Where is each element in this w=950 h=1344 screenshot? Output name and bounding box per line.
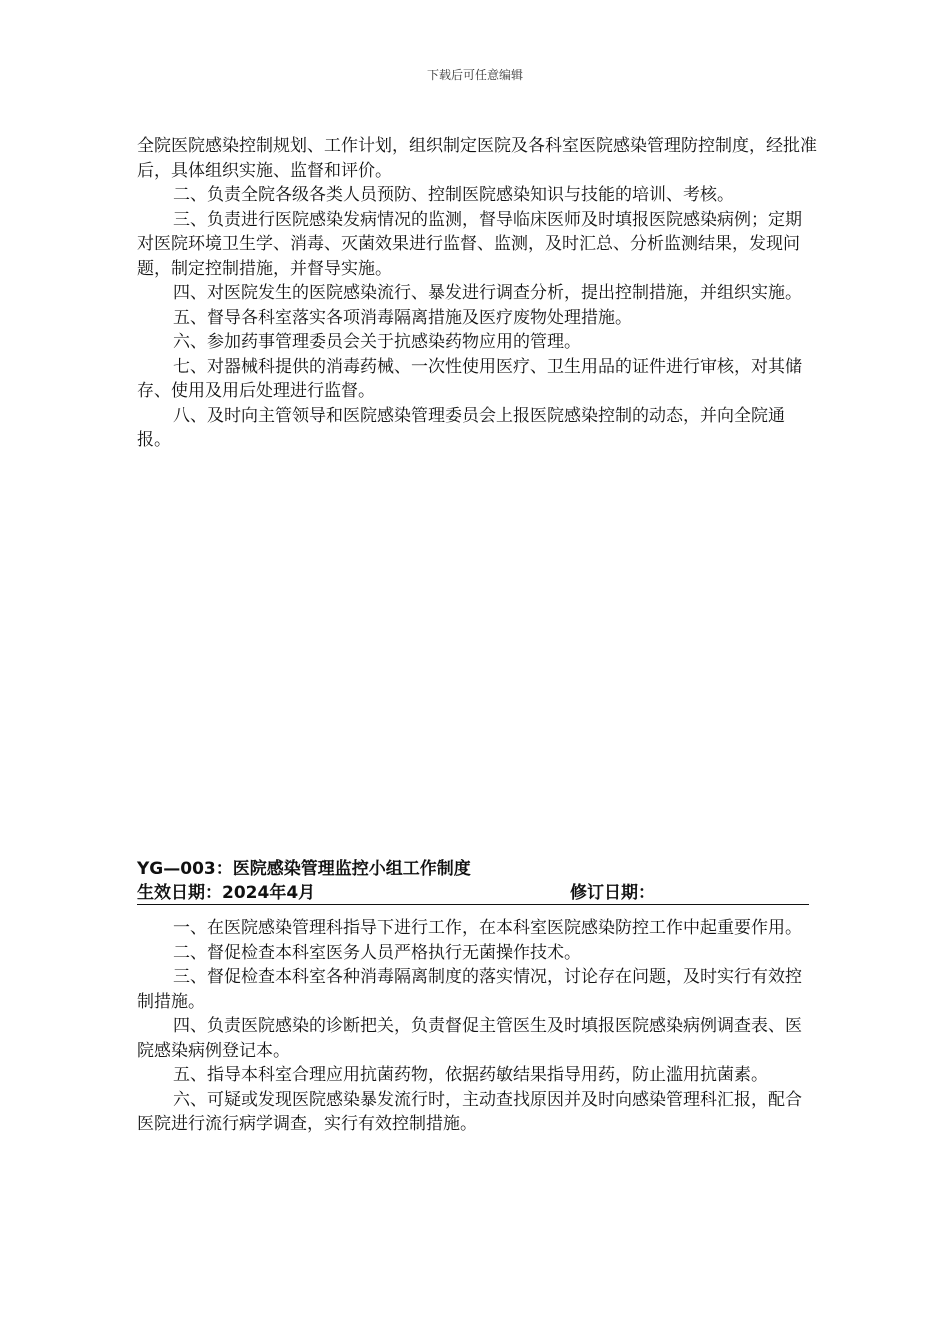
section2-paragraph: 三、督促检查本科室各种消毒隔离制度的落实情况，讨论存在问题，及时实行有效控制措施。 [137,967,802,1012]
section1-paragraph: 八、及时向主管领导和医院感染管理委员会上报医院感染控制的动态，并向全院通报。 [137,405,785,450]
page-header-note: 下载后可任意编辑 [426,68,523,82]
effective-date: 生效日期：2024年4月 [137,883,316,903]
section1-paragraph: 二、负责全院各级各类人员预防、控制医院感染知识与技能的培训、考核。 [173,185,734,205]
section2-title: YG—003：医院感染管理监控小组工作制度 [137,859,471,879]
date-row [137,882,809,905]
section2-paragraph: 二、督促检查本科室医务人员严格执行无菌操作技术。 [173,942,581,963]
section1-paragraph: 三、负责进行医院感染发病情况的监测，督导临床医师及时填报医院感染病例；定期对医院环境卫生学、消毒、灭菌效果进行监督、监测，及时汇总、分析监测结果，发现问题，制定控制措施，并督导实施。 [137,209,802,279]
section1-body [137,134,817,453]
section2-paragraph: 五、指导本科室合理应用抗菌药物，依据药敏结果指导用药，防止滥用抗菌素。 [173,1065,768,1085]
section1-paragraph: 全院医院感染控制规划、工作计划，组织制定医院及各科室医院感染管理防控制度，经批准后，具体组织实施、监督和评价。 [137,136,817,181]
section2-body [137,916,817,1137]
section2-paragraph: 四、负责医院感染的诊断把关，负责督促主管医生及时填报医院感染病例调查表、医院感染病例登记本。 [137,1016,802,1061]
section1-paragraph: 四、对医院发生的医院感染流行、暴发进行调查分析，提出控制措施，并组织实施。 [173,283,802,303]
revision-date: 修订日期： [570,883,655,903]
section2-paragraph: 一、在医院感染管理科指导下进行工作，在本科室医院感染防控工作中起重要作用。 [173,918,802,938]
section1-paragraph: 六、参加药事管理委员会关于抗感染药物应用的管理。 [173,332,581,352]
section1-paragraph: 七、对器械科提供的消毒药械、一次性使用医疗、卫生用品的证件进行审核，对其储存、使用及用后处理进行监督。 [137,356,802,401]
section1-paragraph: 五、督导各科室落实各项消毒隔离措施及医疗废物处理措施。 [173,307,632,328]
section2-paragraph: 六、可疑或发现医院感染暴发流行时，主动查找原因并及时向感染管理科汇报，配合医院进行流行病学调查，实行有效控制措施。 [137,1089,802,1134]
